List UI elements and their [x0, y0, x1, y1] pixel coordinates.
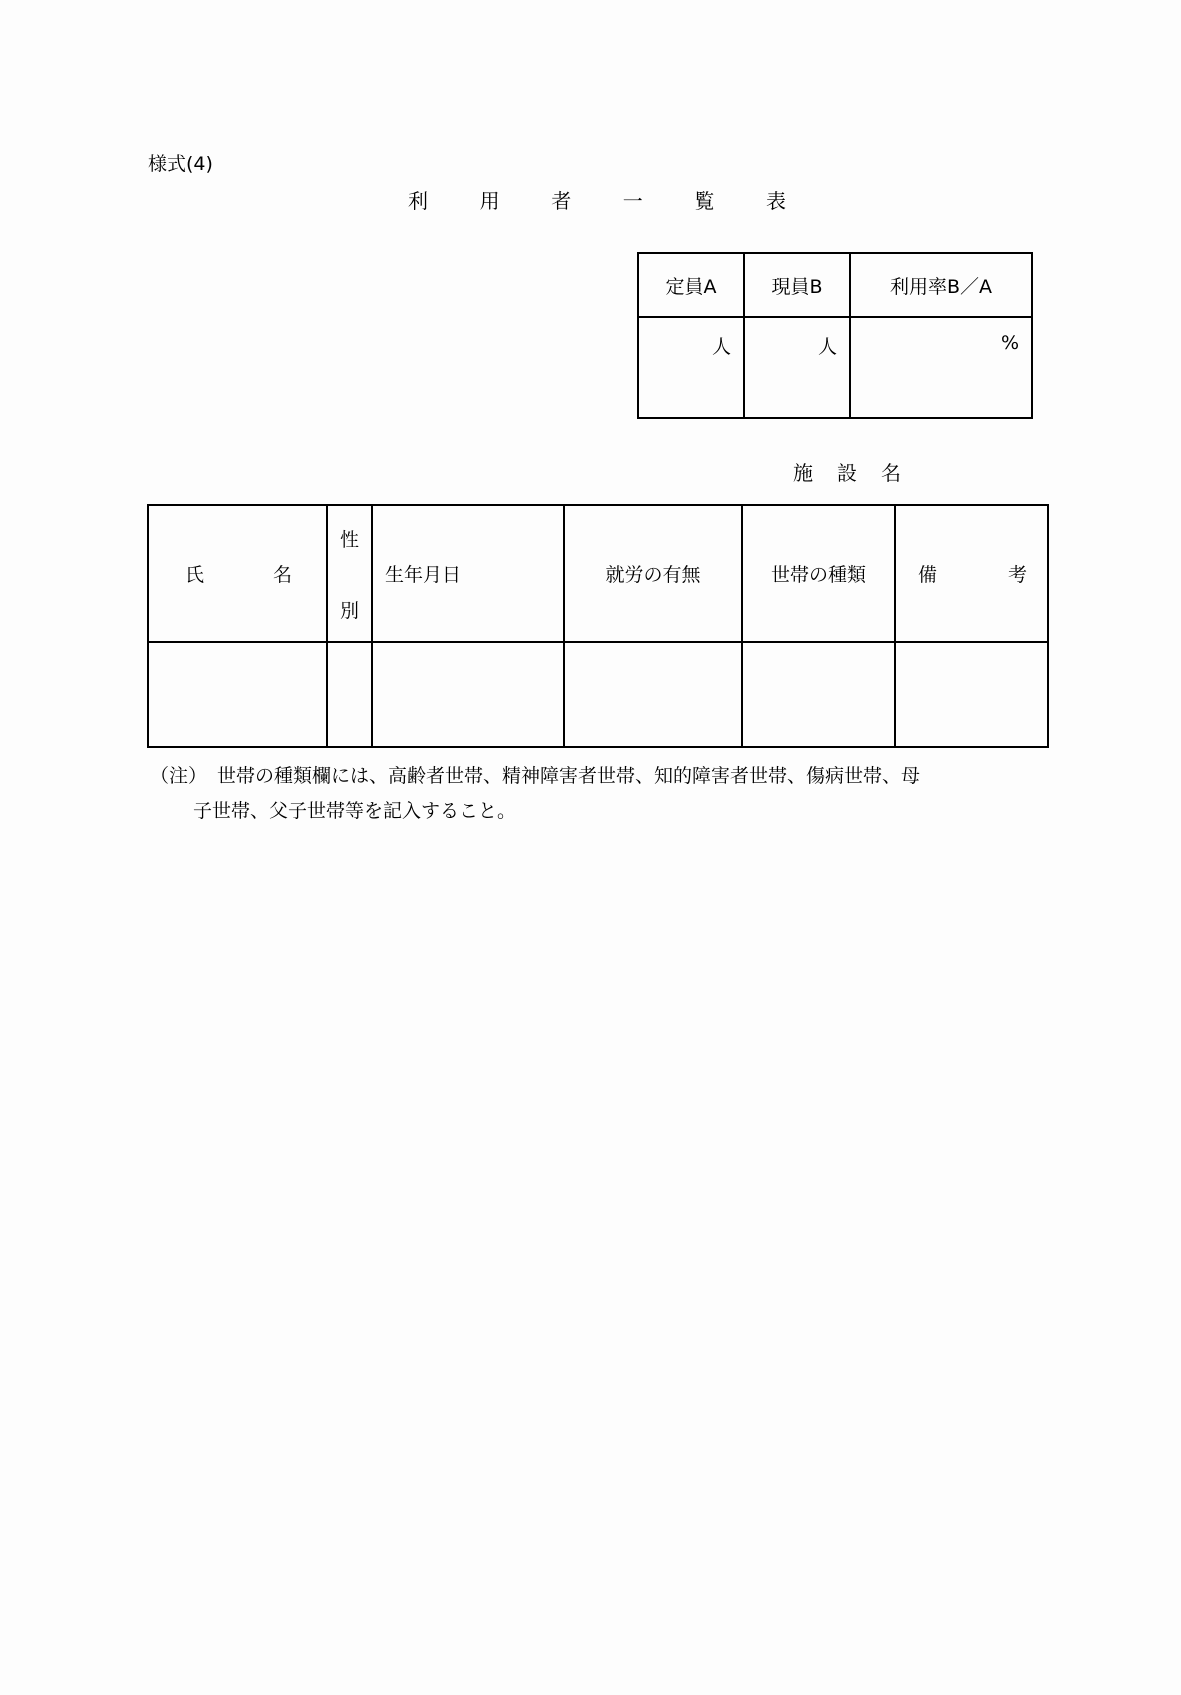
name-cell[interactable]: [148, 642, 327, 747]
title-char: 利: [408, 189, 428, 213]
utilization-rate-cell[interactable]: [850, 317, 1032, 418]
capacity-a-cell[interactable]: [638, 317, 744, 418]
title-char: 用: [479, 189, 500, 213]
facility-name-label: [793, 460, 901, 486]
employment-header: 就労の有無: [564, 505, 742, 642]
utilization-rate-header: 利用率B／A: [850, 253, 1032, 317]
birthdate-header: 生年月日: [372, 505, 564, 642]
header-char: 名: [272, 564, 292, 586]
current-b-header: 現員B: [744, 253, 850, 317]
unit-label: 人: [711, 336, 731, 358]
birthdate-cell[interactable]: [372, 642, 564, 747]
header-char: 別: [339, 599, 359, 622]
summary-header-row: [638, 253, 1032, 317]
note-line-1: [150, 764, 920, 788]
note-text: 世帯の種類欄には、高齢者世帯、精神障害者世帯、知的障害者世帯、傷病世帯、母: [217, 765, 921, 787]
employment-cell[interactable]: [564, 642, 742, 747]
header-char: 氏: [185, 564, 205, 586]
title-char: 一: [622, 189, 643, 213]
header-char: 考: [1007, 564, 1027, 586]
facility-label-char: 名: [881, 461, 901, 485]
sex-cell[interactable]: [327, 642, 372, 747]
roster-header-row: [148, 505, 1048, 642]
title-char: 者: [551, 189, 572, 213]
summary-value-row: [638, 317, 1032, 418]
remarks-header: [895, 505, 1048, 642]
current-b-cell[interactable]: [744, 317, 850, 418]
header-char: 性: [339, 528, 359, 551]
name-header: [148, 505, 327, 642]
table-row: [148, 642, 1048, 747]
facility-label-char: 設: [837, 461, 857, 485]
capacity-a-header: 定員A: [638, 253, 744, 317]
unit-label: 人: [817, 336, 837, 358]
title-char: 覧: [694, 189, 715, 213]
remarks-cell[interactable]: [895, 642, 1048, 747]
title-char: 表: [765, 189, 786, 213]
facility-label-char: 施: [793, 461, 813, 485]
note-label: （注）: [150, 765, 208, 787]
household-type-cell[interactable]: [742, 642, 895, 747]
household-type-header: 世帯の種類: [742, 505, 895, 642]
capacity-summary-table: [637, 252, 1033, 419]
form-number: 様式(4): [148, 153, 213, 175]
user-roster-table: [147, 504, 1049, 748]
note-line-2: 子世帯、父子世帯等を記入すること。: [193, 800, 517, 822]
unit-label: %: [1000, 332, 1019, 354]
header-char: 備: [918, 564, 938, 586]
page-title: [407, 188, 787, 214]
sex-header: [327, 505, 372, 642]
